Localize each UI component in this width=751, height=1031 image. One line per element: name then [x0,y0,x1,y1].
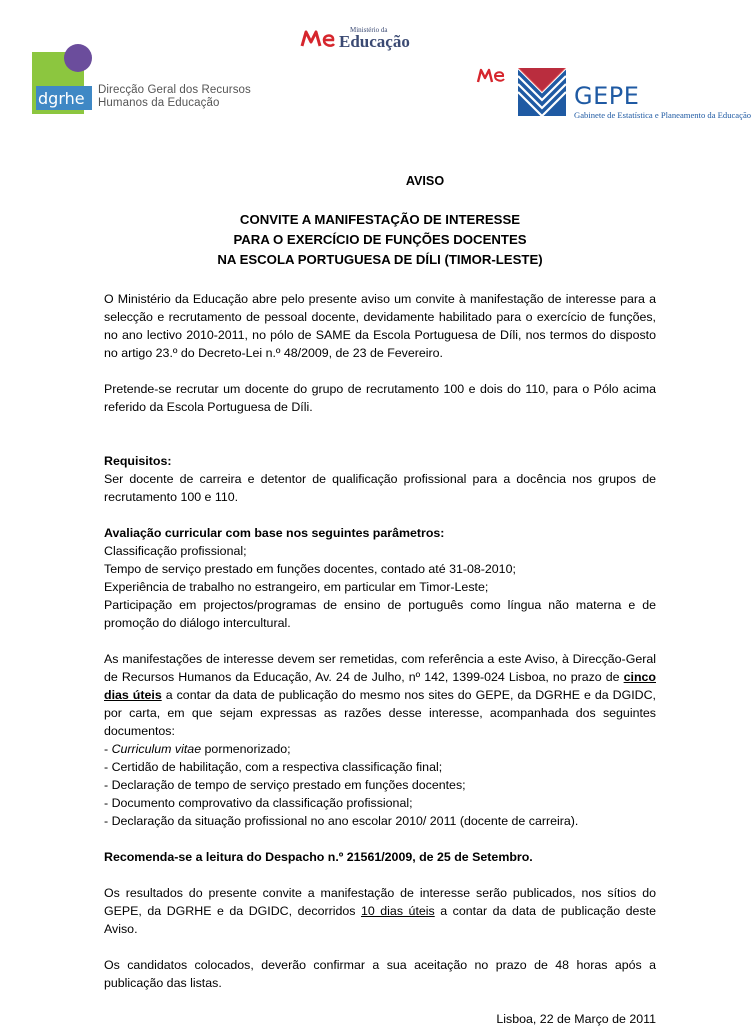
curriculum-vitae-text: Curriculum vitae [111,742,202,756]
me-emblem-icon [300,28,336,50]
recomendacao-text: Recomenda-se a leitura do Despacho n.º 21561/2009, de 25 de Setembro. [104,850,533,864]
prazo-dez-dias: 10 dias úteis [360,904,435,918]
doc1-rest: pormenorizado; [201,742,291,756]
me-big-text: Educação [339,32,410,51]
gepe-name: GEPE [574,82,640,110]
requisitos-text: Ser docente de carreira e detentor de qualificação profissional para a docência nos grupos de recrutamento 100 e 110. [104,472,656,504]
resultados-text-a: Os resultados do presente convite a manifestação de interesse serão publicados, nos sítios do GEPE, da DGRHE e da DGIDC, decorridos [104,886,656,918]
document-list-item [104,740,656,758]
document-title: AVISO [405,174,445,188]
avaliacao-item: Tempo de serviço prestado em funções docentes, contado até 31-08-2010; [104,562,516,576]
dgrhe-logo [32,42,251,114]
subtitle-line2: PARA O EXERCÍCIO DE FUNÇÕES DOCENTES [233,232,527,247]
document-list-item: - Documento comprovativo da classificação profissional; [104,796,413,810]
document-list-item: - Declaração de tempo de serviço prestado em funções docentes; [104,778,466,792]
recruitment-paragraph: Pretende-se recrutar um docente do grupo de recrutamento 100 e dois do 110, para o Pólo acima referido da Escola Portuguesa de Díli. [104,382,656,414]
document-subtitle [104,210,656,270]
me-small-text: Ministério da [350,26,388,34]
manifestacoes-text-a: As manifestações de interesse devem ser remetidas, com referência a este Aviso, à Direcção-Geral de Recursos Humanos da Educação, Av. 24 de Julho, nº 142, 1399-024 Lisboa, no prazo de [104,652,656,684]
dgrhe-mark-text: dgrhe [38,89,85,108]
ministerio-educacao-logo [300,26,420,52]
dgrhe-name-line1: Direcção Geral dos Recursos [98,84,251,96]
requisitos-heading: Requisitos: [104,454,172,468]
aviso-document [104,172,656,1028]
gepe-logo [476,62,751,122]
avaliacao-heading: Avaliação curricular com base nos seguintes parâmetros: [104,526,445,540]
document-date: Lisboa, 22 de Março de 2011 [496,1012,656,1026]
resultados-text-b: a contar da data de publicação deste Aviso. [104,904,656,936]
dgrhe-name-line2: Humanos da Educação [98,97,220,109]
avaliacao-item: Experiência de trabalho no estrangeiro, em particular em Timor-Leste; [104,580,489,594]
manifestacoes-text-b: a contar da data de publicação do mesmo nos sites do GEPE, da DGRHE e da DGIDC, por carta, em que sejam expressas as razões desse interesse, acompanhada dos seguintes documentos: [104,688,657,738]
spacer [104,434,656,452]
resultados-paragraph [104,884,656,938]
dgrhe-name [98,84,251,110]
gepe-diamond-icon [514,66,570,118]
document-list-item: - Certidão de habilitação, com a respectiva classificação final; [104,760,443,774]
candidatos-paragraph: Os candidatos colocados, deverão confirmar a sua aceitação no prazo de 48 horas após a publicação das listas. [104,958,656,990]
gepe-subtitle: Gabinete de Estatística e Planeamento da Educação [574,110,751,120]
subtitle-line3: NA ESCOLA PORTUGUESA DE DÍLI (TIMOR-LESTE) [217,252,543,267]
me-emblem-small-icon [476,66,506,86]
avaliacao-item: Classificação profissional; [104,544,247,558]
manifestacoes-paragraph [104,650,656,740]
prazo-cinco-dias: cinco dias úteis [104,670,656,702]
intro-paragraph: O Ministério da Educação abre pelo presente aviso um convite à manifestação de interesse para a selecção e recrutamento de pessoal docente, devidamente habilitado para o exercício de funções, no ano lectivo 2010-2011, no pólo de SAME da Escola Portuguesa de Díli, nos termos do disposto no artigo 23.º do Decreto-Lei n.º 48/2009, de 23 de Fevereiro. [104,292,656,360]
dgrhe-logo-mark [32,42,94,114]
avaliacao-item: Participação em projectos/programas de ensino de português como língua não materna e de promoção do diálogo intercultural. [104,598,656,630]
document-list-item: - Declaração da situação profissional no ano escolar 2010/ 2011 (docente de carreira). [104,814,579,828]
doc1-prefix: - [104,742,112,756]
subtitle-line1: CONVITE A MANIFESTAÇÃO DE INTERESSE [239,212,521,227]
